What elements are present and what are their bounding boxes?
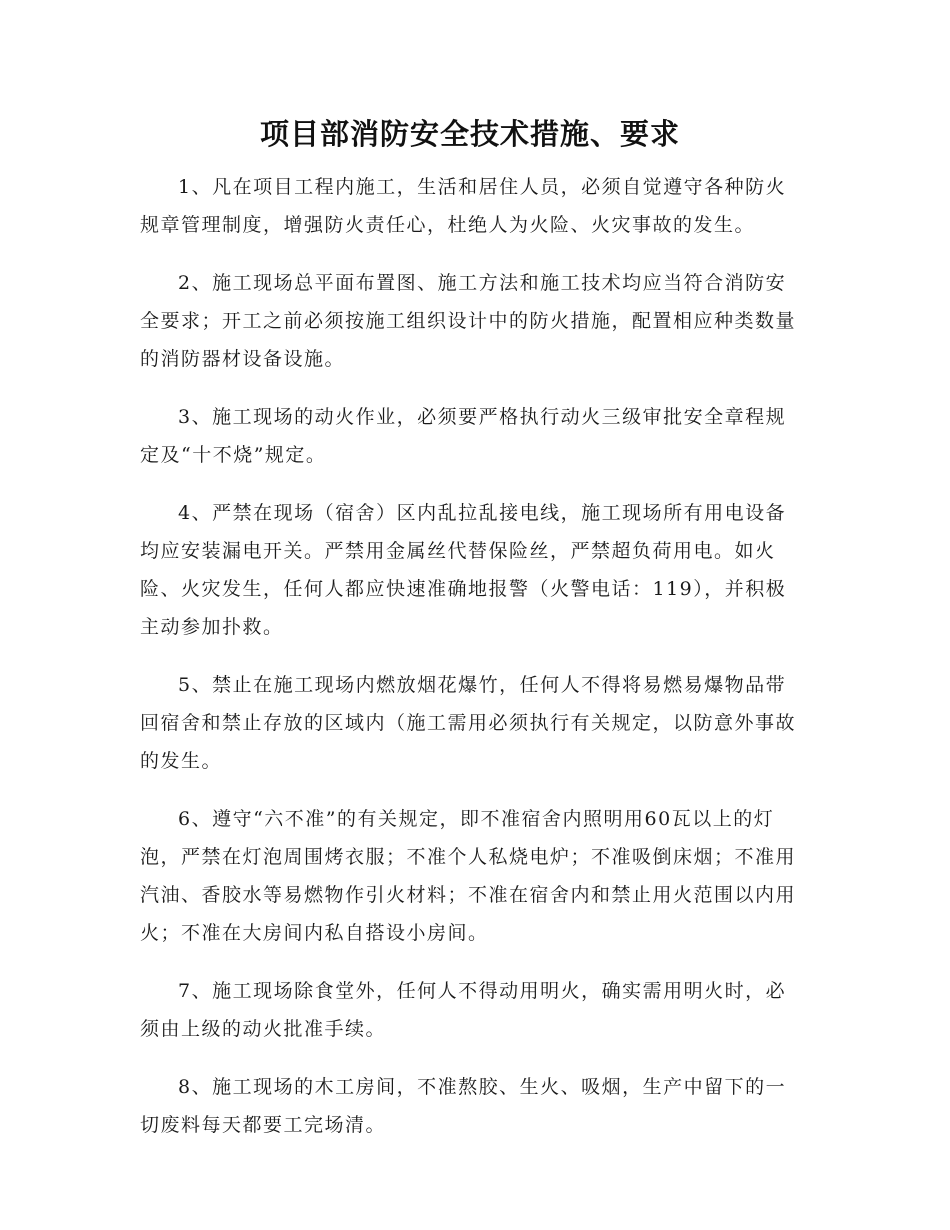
measure-item-6: 6、遵守“六不准”的有关规定，即不准宿舍内照明用60瓦以上的灯泡，严禁在灯泡周围烤衣服；不准个人私烧电炉；不准吸倒床烟；不准用汽油、香胶水等易燃物作引火材料；不准在宿舍内和禁止用火范围以内用火；不准在大房间内私自搭设小房间。 <box>140 808 797 944</box>
measure-item-3: 3、施工现场的动火作业，必须要严格执行动火三级审批安全章程规定及“十不烧”规定。 <box>140 406 787 466</box>
measures-list <box>140 168 800 1144</box>
document-title: 项目部消防安全技术措施、要求 <box>259 117 680 151</box>
measure-item-7: 7、施工现场除食堂外，任何人不得动用明火，确实需用明火时，必须由上级的动火批准手续。 <box>140 980 787 1040</box>
measure-item-5: 5、禁止在施工现场内燃放烟花爆竹，任何人不得将易燃易爆物品带回宿舍和禁止存放的区域内（施工需用必须执行有关规定，以防意外事故的发生。 <box>140 674 797 772</box>
measure-item-2: 2、施工现场总平面布置图、施工方法和施工技术均应当符合消防安全要求；开工之前必须按施工组织设计中的防火措施，配置相应种类数量的消防器材设备设施。 <box>140 272 797 370</box>
measure-item-4: 4、严禁在现场（宿舍）区内乱拉乱接电线，施工现场所有用电设备均应安装漏电开关。严禁用金属丝代替保险丝，严禁超负荷用电。如火险、火灾发生，任何人都应快速准确地报警（火警电话：119），并积极主动参加扑救。 <box>140 502 787 638</box>
measure-item-8: 8、施工现场的木工房间，不准熬胶、生火、吸烟，生产中留下的一切废料每天都要工完场清。 <box>140 1076 787 1136</box>
measure-item-1: 1、凡在项目工程内施工，生活和居住人员，必须自觉遵守各种防火规章管理制度，增强防火责任心，杜绝人为火险、火灾事故的发生。 <box>140 176 787 236</box>
